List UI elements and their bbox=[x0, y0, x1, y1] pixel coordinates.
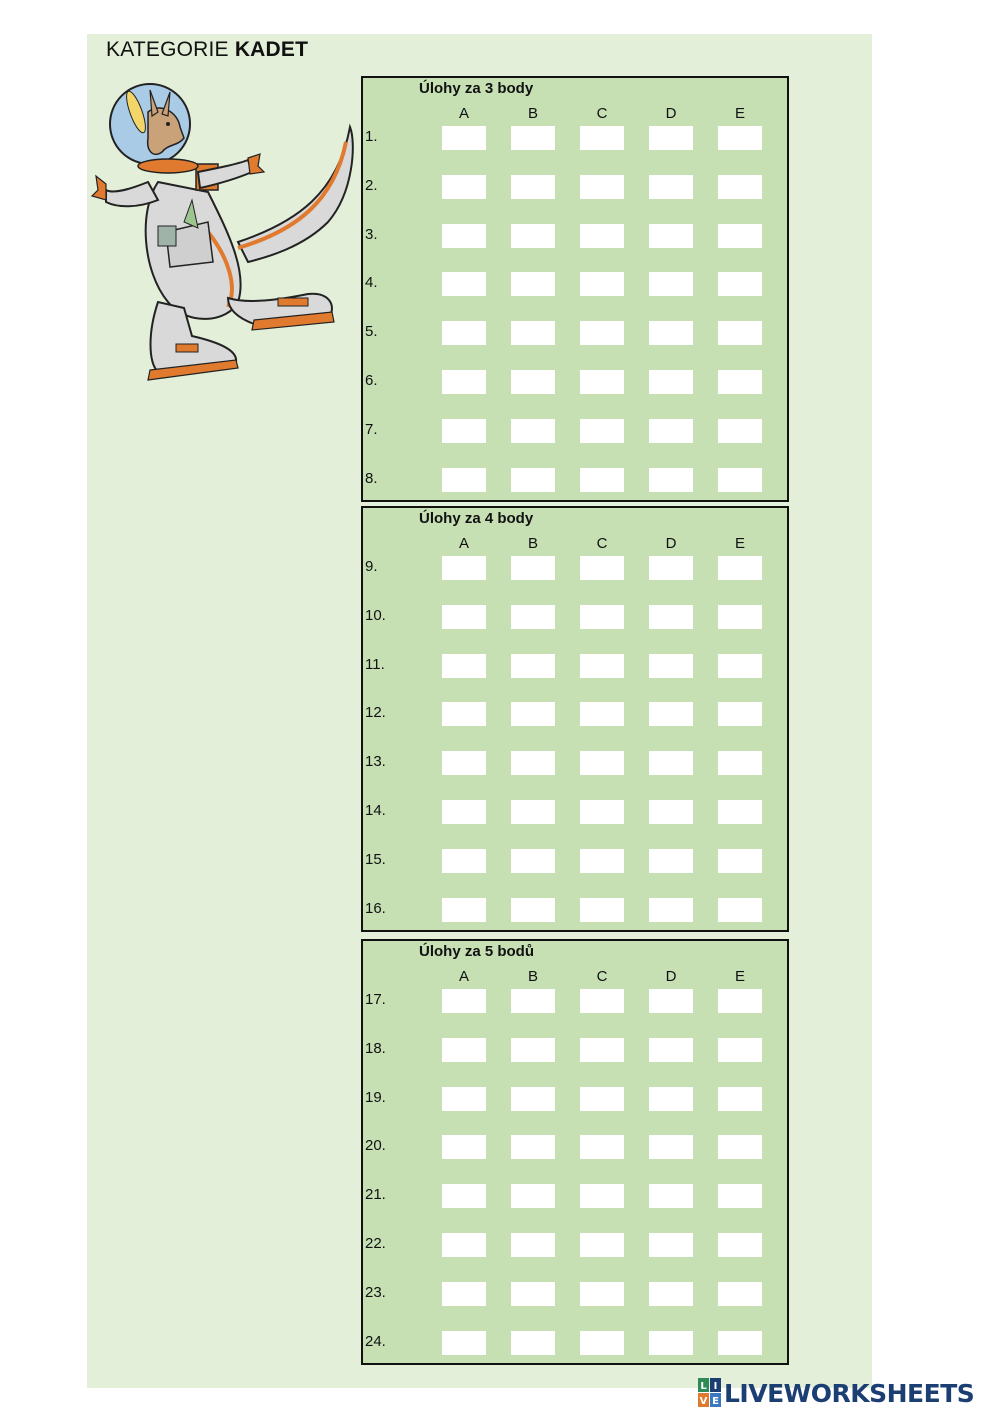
answer-box[interactable] bbox=[580, 654, 624, 678]
answer-box[interactable] bbox=[511, 321, 555, 345]
answer-box[interactable] bbox=[649, 321, 693, 345]
answer-box[interactable] bbox=[718, 1184, 762, 1208]
answer-box[interactable] bbox=[442, 175, 486, 199]
answer-box[interactable] bbox=[649, 989, 693, 1013]
answer-box[interactable] bbox=[511, 898, 555, 922]
question-number: 9. bbox=[365, 558, 378, 575]
answer-box[interactable] bbox=[580, 175, 624, 199]
answer-box[interactable] bbox=[511, 126, 555, 150]
question-number: 14. bbox=[365, 802, 386, 819]
liveworksheets-logo-icon bbox=[698, 1378, 722, 1408]
logo-letter: V bbox=[699, 1396, 708, 1407]
answer-box[interactable] bbox=[442, 1331, 486, 1355]
answer-box[interactable] bbox=[580, 126, 624, 150]
answer-box[interactable] bbox=[718, 898, 762, 922]
answer-box[interactable] bbox=[718, 126, 762, 150]
answer-box[interactable] bbox=[442, 702, 486, 726]
answer-box[interactable] bbox=[649, 1038, 693, 1062]
question-number: 10. bbox=[365, 606, 386, 624]
answer-section bbox=[361, 76, 789, 502]
answer-box[interactable] bbox=[718, 224, 762, 248]
liveworksheets-brand bbox=[698, 1378, 974, 1408]
question-number: 13. bbox=[365, 753, 386, 771]
answer-box[interactable] bbox=[718, 1233, 762, 1257]
kangaroo-astronaut-icon bbox=[88, 72, 358, 392]
answer-box[interactable] bbox=[442, 556, 486, 580]
category-name: KADET bbox=[234, 38, 309, 61]
answer-box[interactable] bbox=[649, 419, 693, 443]
answer-box[interactable] bbox=[442, 126, 486, 150]
column-header: E bbox=[734, 968, 745, 985]
answer-box[interactable] bbox=[649, 605, 693, 629]
answer-box[interactable] bbox=[649, 1331, 693, 1355]
answer-section bbox=[361, 506, 789, 932]
answer-box[interactable] bbox=[580, 1038, 624, 1062]
answer-box[interactable] bbox=[649, 800, 693, 824]
answer-box[interactable] bbox=[649, 751, 693, 775]
answer-box[interactable] bbox=[718, 370, 762, 394]
answer-box[interactable] bbox=[442, 849, 486, 873]
answer-box[interactable] bbox=[580, 1331, 624, 1355]
answer-box[interactable] bbox=[580, 800, 624, 824]
answer-box[interactable] bbox=[511, 272, 555, 296]
answer-box[interactable] bbox=[649, 654, 693, 678]
question-number: 5. bbox=[365, 323, 378, 341]
column-header: B bbox=[527, 968, 538, 985]
question-number: 15. bbox=[365, 850, 386, 868]
question-number: 24. bbox=[365, 1332, 386, 1350]
answer-box[interactable] bbox=[442, 1087, 486, 1111]
answer-box[interactable] bbox=[580, 898, 624, 922]
answer-box[interactable] bbox=[649, 272, 693, 296]
column-header: C bbox=[596, 968, 608, 985]
answer-box[interactable] bbox=[580, 370, 624, 394]
answer-box[interactable] bbox=[580, 468, 624, 492]
answer-box[interactable] bbox=[511, 1087, 555, 1111]
answer-box[interactable] bbox=[511, 175, 555, 199]
question-number: 1. bbox=[365, 128, 378, 145]
answer-box[interactable] bbox=[718, 605, 762, 629]
answer-box[interactable] bbox=[580, 321, 624, 345]
answer-box[interactable] bbox=[511, 849, 555, 873]
column-header: D bbox=[665, 105, 677, 122]
answer-box[interactable] bbox=[511, 654, 555, 678]
logo-letter: E bbox=[712, 1396, 719, 1407]
answer-box[interactable] bbox=[511, 370, 555, 394]
answer-box[interactable] bbox=[649, 224, 693, 248]
answer-box[interactable] bbox=[580, 849, 624, 873]
answer-box[interactable] bbox=[649, 1233, 693, 1257]
question-number: 2. bbox=[365, 176, 378, 194]
answer-box[interactable] bbox=[442, 654, 486, 678]
question-number: 22. bbox=[365, 1235, 386, 1252]
answer-box[interactable] bbox=[718, 751, 762, 775]
question-number: 12. bbox=[365, 704, 386, 722]
answer-box[interactable] bbox=[442, 1282, 486, 1306]
answer-box[interactable] bbox=[580, 605, 624, 629]
answer-box[interactable] bbox=[649, 1282, 693, 1306]
answer-box[interactable] bbox=[718, 419, 762, 443]
answer-box[interactable] bbox=[580, 751, 624, 775]
section-title: Úlohy za 4 body bbox=[419, 510, 534, 527]
section-title: Úlohy za 5 bodů bbox=[419, 943, 535, 960]
answer-box[interactable] bbox=[718, 468, 762, 492]
answer-box[interactable] bbox=[442, 370, 486, 394]
answer-box[interactable] bbox=[442, 1135, 486, 1159]
answer-box[interactable] bbox=[442, 321, 486, 345]
answer-box[interactable] bbox=[718, 272, 762, 296]
answer-box[interactable] bbox=[718, 556, 762, 580]
column-header: A bbox=[458, 535, 469, 552]
column-header: A bbox=[458, 105, 469, 122]
column-header: C bbox=[596, 105, 608, 122]
answer-box[interactable] bbox=[511, 419, 555, 443]
answer-box[interactable] bbox=[442, 989, 486, 1013]
answer-box[interactable] bbox=[511, 1233, 555, 1257]
answer-box[interactable] bbox=[511, 702, 555, 726]
answer-box[interactable] bbox=[580, 1233, 624, 1257]
answer-box[interactable] bbox=[442, 898, 486, 922]
answer-box[interactable] bbox=[580, 989, 624, 1013]
question-number: 23. bbox=[365, 1283, 386, 1301]
answer-box[interactable] bbox=[511, 989, 555, 1013]
answer-section bbox=[361, 939, 789, 1365]
column-header: B bbox=[527, 105, 538, 122]
answer-box[interactable] bbox=[442, 605, 486, 629]
answer-box[interactable] bbox=[718, 1038, 762, 1062]
answer-box[interactable] bbox=[580, 419, 624, 443]
question-number: 6. bbox=[365, 372, 378, 389]
answer-box[interactable] bbox=[718, 989, 762, 1013]
section-title: Úlohy za 3 body bbox=[419, 80, 534, 97]
answer-box[interactable] bbox=[580, 224, 624, 248]
answer-box[interactable] bbox=[649, 556, 693, 580]
question-number: 8. bbox=[365, 469, 378, 487]
answer-box[interactable] bbox=[511, 1331, 555, 1355]
question-number: 21. bbox=[365, 1186, 386, 1204]
answer-box[interactable] bbox=[718, 1331, 762, 1355]
answer-box[interactable] bbox=[511, 224, 555, 248]
answer-box[interactable] bbox=[718, 1087, 762, 1111]
answer-box[interactable] bbox=[649, 370, 693, 394]
answer-box[interactable] bbox=[649, 1135, 693, 1159]
logo-letter: L bbox=[700, 1381, 707, 1392]
answer-box[interactable] bbox=[649, 1087, 693, 1111]
answer-box[interactable] bbox=[580, 1135, 624, 1159]
question-number: 11. bbox=[365, 655, 385, 673]
answer-box[interactable] bbox=[718, 1135, 762, 1159]
answer-box[interactable] bbox=[511, 800, 555, 824]
answer-box[interactable] bbox=[649, 126, 693, 150]
column-header: A bbox=[458, 968, 469, 985]
question-number: 20. bbox=[365, 1137, 386, 1155]
page-title bbox=[106, 38, 308, 62]
question-number: 17. bbox=[365, 991, 386, 1008]
answer-box[interactable] bbox=[442, 1184, 486, 1208]
answer-box[interactable] bbox=[649, 175, 693, 199]
question-number: 18. bbox=[365, 1039, 386, 1057]
answer-box[interactable] bbox=[511, 556, 555, 580]
answer-box[interactable] bbox=[580, 1184, 624, 1208]
question-number: 16. bbox=[365, 899, 386, 917]
question-number: 3. bbox=[365, 225, 378, 243]
answer-box[interactable] bbox=[718, 321, 762, 345]
column-header: B bbox=[527, 535, 538, 552]
answer-box[interactable] bbox=[718, 800, 762, 824]
answer-box[interactable] bbox=[718, 1282, 762, 1306]
question-number: 7. bbox=[365, 420, 378, 438]
answer-box[interactable] bbox=[442, 272, 486, 296]
answer-box[interactable] bbox=[442, 419, 486, 443]
column-header: D bbox=[665, 968, 677, 985]
column-header: C bbox=[596, 535, 608, 552]
column-header: E bbox=[734, 105, 745, 122]
answer-box[interactable] bbox=[580, 1282, 624, 1306]
answer-box[interactable] bbox=[580, 1087, 624, 1111]
answer-box[interactable] bbox=[580, 702, 624, 726]
answer-box[interactable] bbox=[718, 654, 762, 678]
answer-box[interactable] bbox=[580, 556, 624, 580]
answer-box[interactable] bbox=[511, 1135, 555, 1159]
answer-box[interactable] bbox=[718, 849, 762, 873]
answer-box[interactable] bbox=[649, 702, 693, 726]
answer-box[interactable] bbox=[580, 272, 624, 296]
question-number: 19. bbox=[365, 1088, 386, 1106]
brand-name: LIVEWORKSHEETS bbox=[724, 1378, 975, 1408]
answer-box[interactable] bbox=[511, 468, 555, 492]
column-header: D bbox=[665, 535, 677, 552]
answer-box[interactable] bbox=[649, 1184, 693, 1208]
column-header: E bbox=[734, 535, 745, 552]
answer-box[interactable] bbox=[649, 468, 693, 492]
answer-box[interactable] bbox=[511, 1184, 555, 1208]
logo-letter: I bbox=[713, 1381, 718, 1392]
answer-box[interactable] bbox=[718, 175, 762, 199]
answer-box[interactable] bbox=[511, 1282, 555, 1306]
answer-box[interactable] bbox=[442, 1233, 486, 1257]
answer-box[interactable] bbox=[649, 898, 693, 922]
answer-box[interactable] bbox=[718, 702, 762, 726]
answer-box[interactable] bbox=[442, 224, 486, 248]
answer-box[interactable] bbox=[649, 849, 693, 873]
answer-box[interactable] bbox=[442, 468, 486, 492]
answer-box[interactable] bbox=[511, 1038, 555, 1062]
answer-box[interactable] bbox=[511, 751, 555, 775]
question-number: 4. bbox=[365, 274, 378, 292]
answer-box[interactable] bbox=[442, 800, 486, 824]
answer-box[interactable] bbox=[442, 751, 486, 775]
answer-box[interactable] bbox=[511, 605, 555, 629]
category-prefix: KATEGORIE bbox=[106, 38, 229, 61]
answer-box[interactable] bbox=[442, 1038, 486, 1062]
